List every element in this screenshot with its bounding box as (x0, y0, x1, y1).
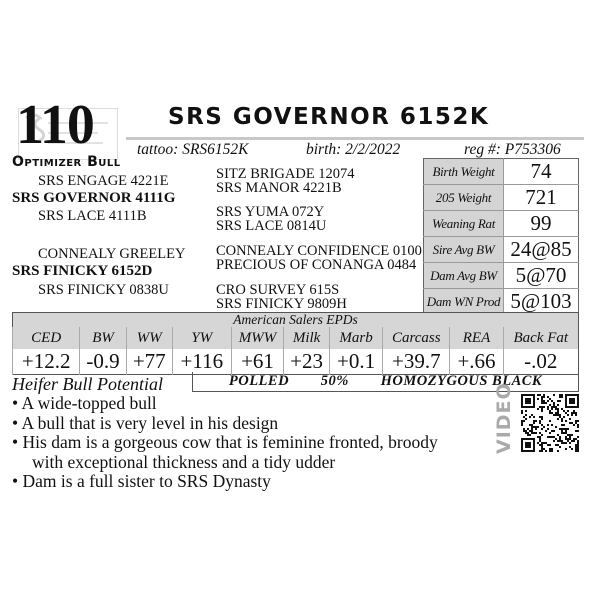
title-divider (126, 137, 584, 140)
sd-dam: SRS LACE 0814U (216, 218, 327, 234)
epd-value: +116 (172, 349, 231, 375)
epd-value: +12.2 (13, 349, 80, 375)
perf-value: 74 (504, 159, 579, 185)
qr-code[interactable] (521, 393, 579, 453)
ds-sire: CONNEALY CONFIDENCE 0100 (216, 243, 422, 259)
perf-label: Dam Avg BW (424, 263, 504, 289)
lot-number: 110 (16, 94, 94, 156)
epd-header: Back Fat (503, 327, 578, 349)
perf-value: 5@70 (504, 263, 579, 289)
perf-value: 5@103 (504, 289, 579, 315)
dd-sire: CRO SURVEY 615S (216, 282, 340, 298)
epd-value: +23 (284, 349, 330, 375)
traits-box (192, 372, 579, 392)
epd-value: +77 (126, 349, 172, 375)
epd-value-row (13, 349, 579, 375)
polled-tag: POLLED (228, 373, 290, 389)
percentage-tag: 50% (320, 373, 349, 389)
ds-dam: PRECIOUS OF CONANGA 0484 (216, 257, 417, 273)
epd-value: +.66 (450, 349, 503, 375)
table-row (424, 263, 579, 289)
dam-dam: SRS FINICKY 0838U (38, 282, 169, 298)
table-row (424, 185, 579, 211)
table-row (424, 211, 579, 237)
epd-header: Milk (284, 327, 330, 349)
epd-value: -.02 (503, 349, 578, 375)
perf-label: Sire Avg BW (424, 237, 504, 263)
dd-dam: SRS FINICKY 9809H (216, 296, 347, 312)
perf-value: 24@85 (504, 237, 579, 263)
list-item: • Dam is a full sister to SRS Dynasty (12, 471, 271, 491)
epd-header: MWW (231, 327, 283, 349)
list-item: • His dam is a gorgeous cow that is feminine fronted, broody with exceptional thickness and a tidy udder (12, 432, 438, 472)
dam: SRS FINICKY 6152D (12, 263, 153, 279)
ss-dam: SRS MANOR 4221B (216, 180, 342, 196)
heifer-bull-heading: Heifer Bull Potential (12, 374, 163, 394)
table-row (424, 289, 579, 315)
epd-table (12, 312, 579, 375)
perf-label: Weaning Rat (424, 211, 504, 237)
sd-sire: SRS YUMA 072Y (216, 204, 325, 220)
dam-sire: CONNEALY GREELEY (38, 246, 186, 262)
comments-list (12, 394, 438, 492)
registration-number: reg #: P753306 (464, 141, 561, 158)
perf-value: 99 (504, 211, 579, 237)
list-item: • A bull that is very level in his design (12, 412, 279, 433)
sire: SRS GOVERNOR 4111G (12, 190, 176, 206)
sire-sire: SRS ENGAGE 4221E (38, 173, 169, 189)
epd-header: WW (126, 327, 172, 349)
ss-sire: SITZ BRIGADE 12074 (216, 166, 355, 182)
epd-header-row (13, 327, 579, 349)
sire-dam: SRS LACE 4111B (38, 208, 147, 224)
list-item: • A wide-topped bull (12, 393, 157, 413)
epd-header: Marb (330, 327, 383, 349)
table-row (424, 159, 579, 185)
color-tag: HOMOZYGOUS BLACK (380, 373, 543, 389)
table-row (424, 237, 579, 263)
epd-header: BW (80, 327, 126, 349)
video-label: VIDEO (493, 382, 515, 454)
epd-value: +61 (231, 349, 283, 375)
epd-header: REA (450, 327, 503, 349)
perf-value: 721 (504, 185, 579, 211)
epd-header: CED (13, 327, 80, 349)
epd-caption: American Salers EPDs (13, 313, 579, 328)
perf-label: Birth Weight (424, 159, 504, 185)
perf-label: Dam WN Prod (424, 289, 504, 315)
bull-type: Optimizer Bull (12, 154, 121, 170)
animal-name: SRS GOVERNOR 6152K (168, 104, 490, 130)
tattoo: tattoo: SRS6152K (137, 141, 249, 158)
birth-date: birth: 2/2/2022 (306, 141, 401, 158)
epd-value: +0.1 (330, 349, 383, 375)
epd-header: Carcass (383, 327, 450, 349)
epd-value: +39.7 (383, 349, 450, 375)
perf-label: 205 Weight (424, 185, 504, 211)
epd-header: YW (172, 327, 231, 349)
epd-value: -0.9 (80, 349, 126, 375)
performance-table (423, 158, 579, 315)
